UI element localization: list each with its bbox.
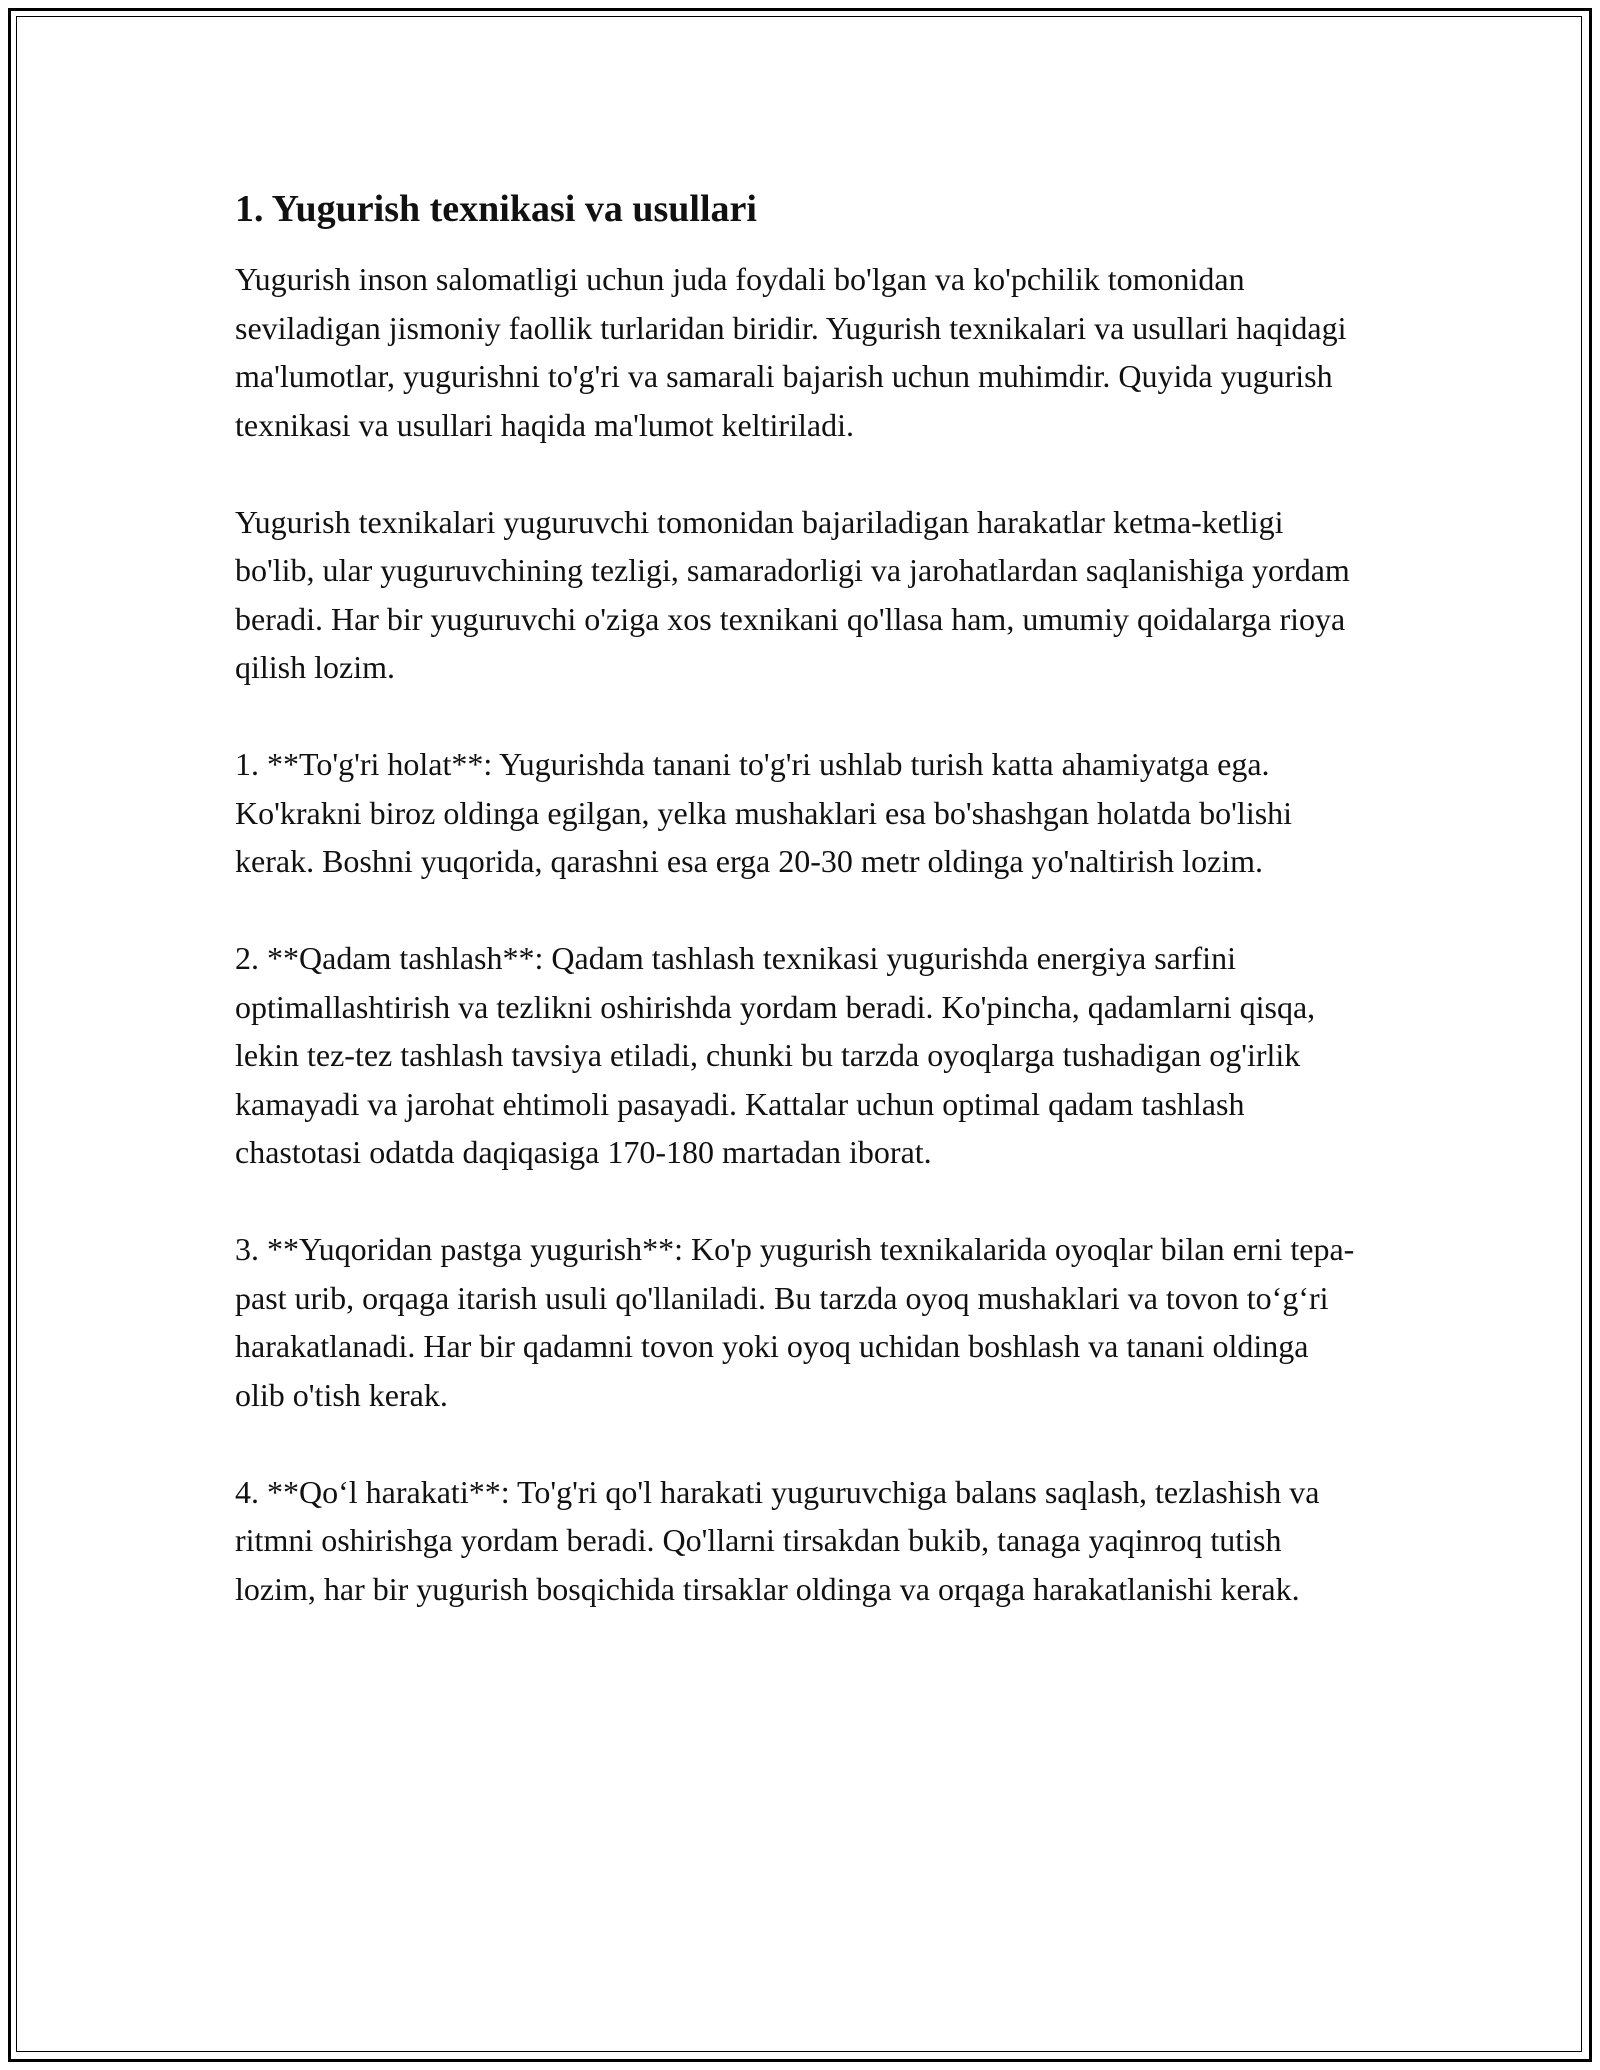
intro-paragraph: Yugurish inson salomatligi uchun juda foydali bo'lgan va ko'pchilik tomonidan seviladigan jismoniy faollik turlaridan biridir. Yugurish texnikalari va usullari haqidagi ma'lumotlar, yugurishni to'g'ri va samarali bajarish uchun muhimdir. Quyida yugurish texnikasi va usullari haqida ma'lumot keltiriladi. — [235, 261, 1347, 443]
document-body — [235, 185, 1375, 1662]
list-item-stride: 2. **Qadam tashlash**: Qadam tashlash texnikasi yugurishda energiya sarfini optimallashtirish va tezlikni oshirishda yordam beradi. Ko'pincha, qadamlarni qisqa, lekin tez-tez tashlash tavsiya etiladi, chunki bu tarzda oyoqlarga tushadigan og'irlik kamayadi va jarohat ehtimoli pasayadi. Kattalar uchun optimal qadam tashlash chastotasi odatda daqiqasiga 170-180 martadan iborat. — [235, 940, 1316, 1170]
techniques-paragraph: Yugurish texnikalari yuguruvchi tomonidan bajariladigan harakatlar ketma-ketligi bo'lib, ular yuguruvchining tezligi, samaradorligi va jarohatlardan saqlanishiga yordam beradi. Har bir yuguruvchi o'ziga xos texnikani qo'llasa ham, umumiy qoidalarga rioya qilish lozim. — [235, 503, 1350, 685]
page-title: 1. Yugurish texnikasi va usullari — [235, 188, 757, 230]
list-item-foot-strike: 3. **Yuqoridan pastga yugurish**: Ko'p yugurish texnikalarida oyoqlar bilan erni tepa-past urib, orqaga itarish usuli qo'llaniladi. Bu tarzda oyoq mushaklari va tovon to‘g‘ri harakatlanadi. Har bir qadamni tovon yoki oyoq uchidan boshlash va tanani oldinga olib o'tish kerak. — [235, 1231, 1355, 1413]
list-item-arm-movement: 4. **Qo‘l harakati**: To'g'ri qo'l harakati yuguruvchiga balans saqlash, tezlashish va ritmni oshirishga yordam beradi. Qo'llarni tirsakdan bukib, tanaga yaqinroq tutish lozim, har bir yugurish bosqichida tirsaklar oldinga va orqaga harakatlanishi kerak. — [235, 1473, 1320, 1607]
list-item-posture: 1. **To'g'ri holat**: Yugurishda tanani to'g'ri ushlab turish katta ahamiyatga ega. Ko'krakni biroz oldinga egilgan, yelka mushaklari esa bo'shashgan holatda bo'lishi kerak. Boshni yuqorida, qarashni esa erga 20-30 metr oldinga yo'naltirish lozim. — [235, 746, 1293, 879]
